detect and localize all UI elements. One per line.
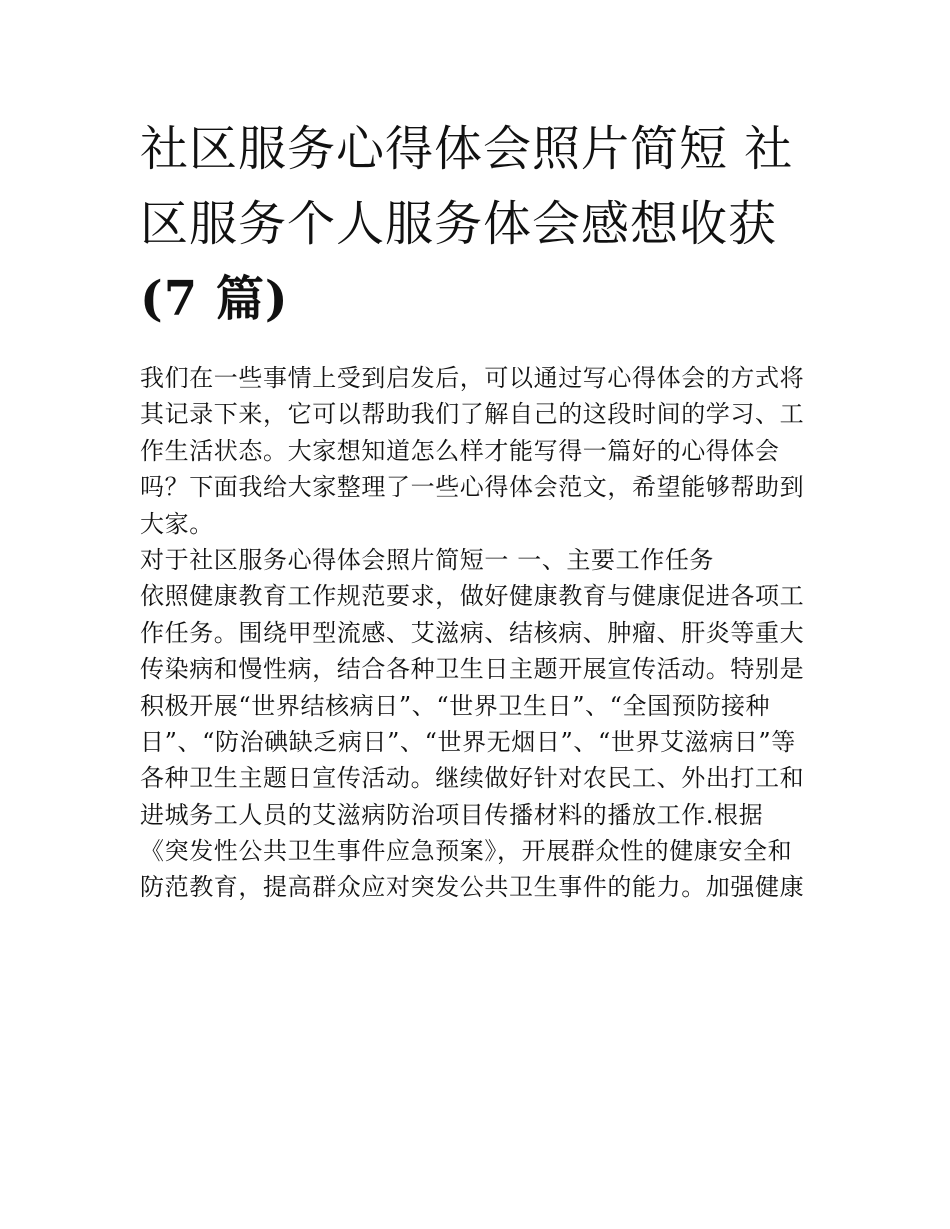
body-line: 防范教育，提高群众应对突发公共卫生事件的能力。加强健康 xyxy=(140,873,805,902)
body-line: 日”、“防治碘缺乏病日”、“世界无烟日”、“世界艾滋病日”等 xyxy=(140,727,796,756)
body-line: 作任务。围绕甲型流感、艾滋病、结核病、肿瘤、肝炎等重大 xyxy=(140,618,805,647)
body-line: 《突发性公共卫生事件应急预案》，开展群众性的健康安全和 xyxy=(140,837,793,866)
body-line: 积极开展“世界结核病日”、“世界卫生日”、“全国预防接种 xyxy=(140,691,771,720)
document-title xyxy=(140,112,820,337)
body-line: 吗？下面我给大家整理了一些心得体会范文，希望能够帮助到 xyxy=(140,473,805,502)
title-line: 社区服务心得体会照片简短 社 xyxy=(140,121,794,177)
title-line: (7 篇) xyxy=(140,271,289,327)
body-line: 大家。 xyxy=(140,509,214,538)
document-body xyxy=(140,360,820,906)
body-line: 传染病和慢性病，结合各种卫生日主题开展宣传活动。特别是 xyxy=(140,655,805,684)
body-line: 进城务工人员的艾滋病防治项目传播材料的播放工作.根据 xyxy=(140,800,764,829)
body-line: 依照健康教育工作规范要求，做好健康教育与健康促进各项工 xyxy=(140,582,805,611)
section-heading: 对于社区服务心得体会照片简短一 一、主要工作任务 xyxy=(140,545,715,574)
body-line: 我们在一些事情上受到启发后，可以通过写心得体会的方式将 xyxy=(140,364,805,392)
body-line: 各种卫生主题日宣传活动。继续做好针对农民工、外出打工和 xyxy=(140,764,805,793)
body-line: 其记录下来，它可以帮助我们了解自己的这段时间的学习、工 xyxy=(140,400,805,429)
title-line: 区服务个人服务体会感想收获 xyxy=(140,196,778,252)
body-line: 作生活状态。大家想知道怎么样才能写得一篇好的心得体会 xyxy=(140,436,780,465)
